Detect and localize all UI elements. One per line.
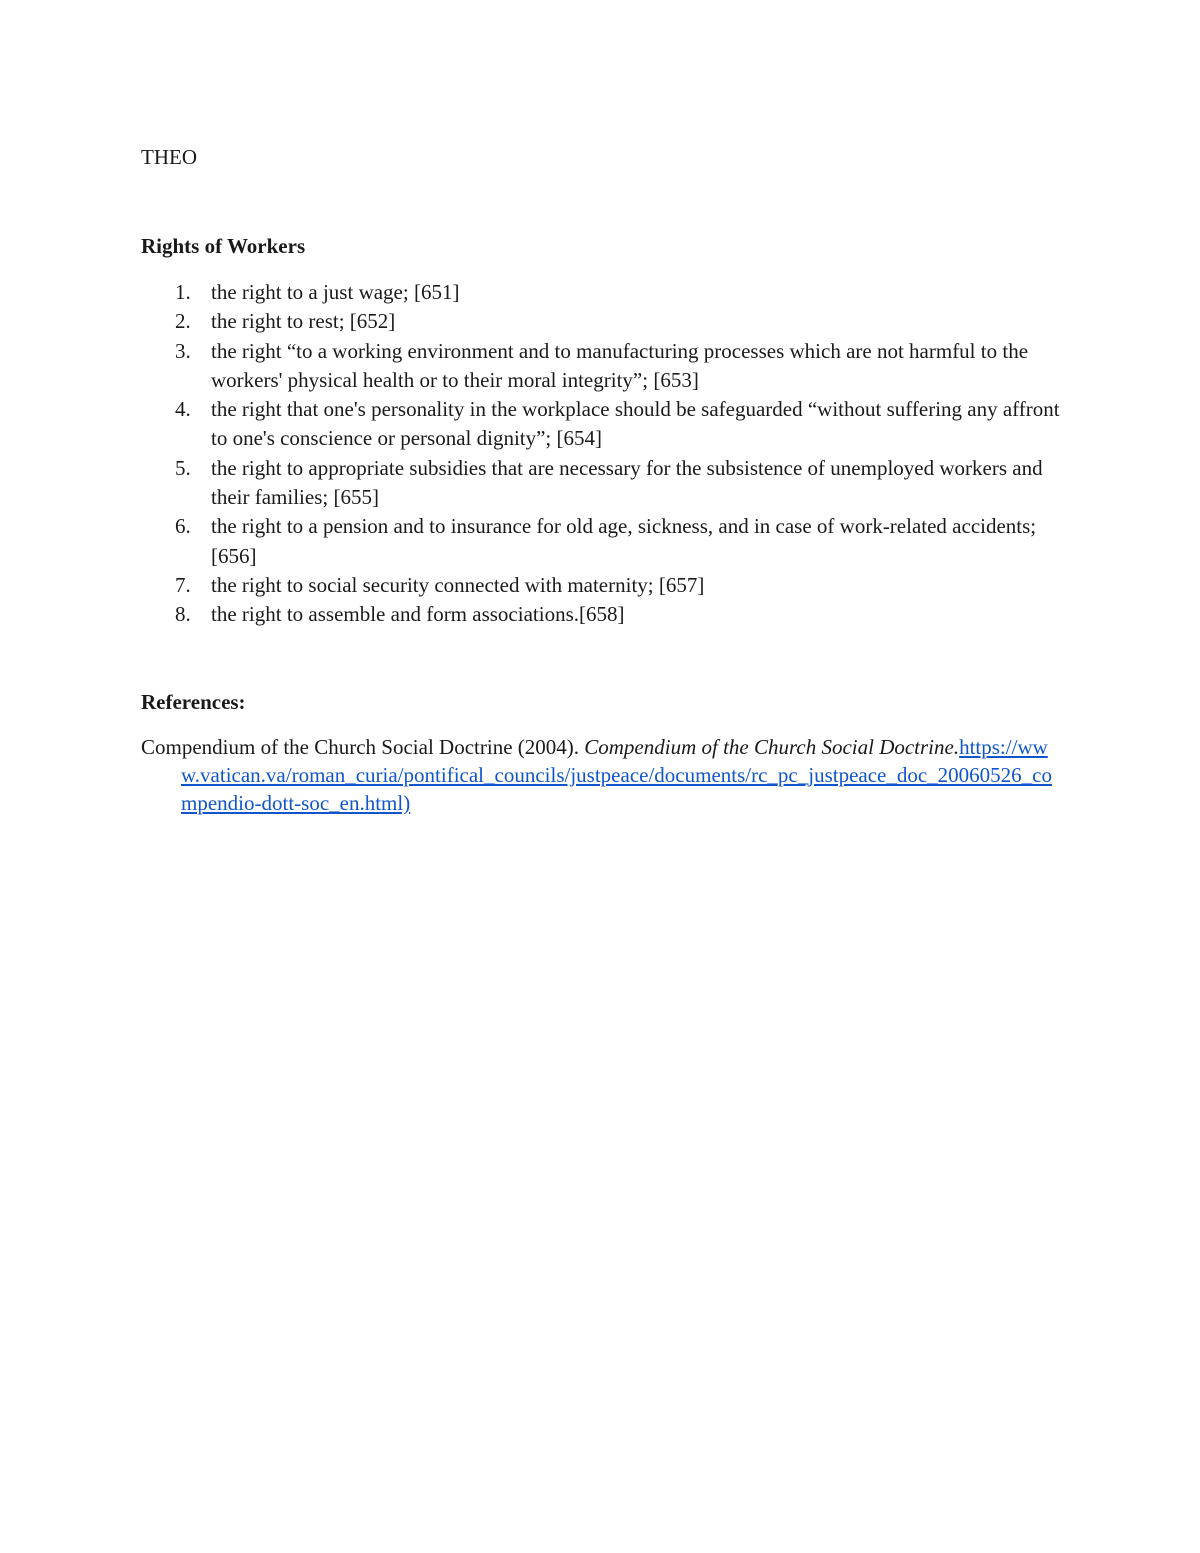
reference-title: Compendium of the Church Social Doctrine.	[584, 735, 960, 759]
list-item-text: the right to social security connected with maternity; [657]	[211, 572, 705, 597]
list-item	[141, 512, 1061, 571]
list-item-text: the right to appropriate subsidies that are necessary for the subsistence of unemployed workers and their families; [655]	[211, 455, 1043, 510]
list-item-text: the right that one's personality in the workplace should be safeguarded “without suffering any affront to one's conscience or personal dignity”; [654]	[211, 397, 1060, 451]
list-item	[141, 395, 1061, 454]
rights-heading: Rights of Workers	[141, 234, 306, 258]
reference-entry	[141, 733, 1061, 817]
reference-author-date: Compendium of the Church Social Doctrine (2004).	[141, 735, 585, 759]
list-item	[141, 454, 1061, 513]
list-item-text: the right “to a working environment and to manufacturing processes which are not harmful to the workers' physical health or to their moral integrity”; [653]	[211, 338, 1029, 392]
course-label: THEO	[141, 145, 197, 169]
references-heading: References:	[141, 690, 246, 714]
list-item-number: 4.	[175, 397, 191, 422]
list-item	[141, 571, 1061, 600]
list-item-number: 5.	[175, 455, 191, 480]
list-item-text: the right to rest; [652]	[211, 309, 396, 334]
reference-link[interactable]: https://www.vatican.va/roman_curia/pontifical_councils/justpeace/documents/rc_pc_justpeace_doc_20060526_compendio-dott-soc_en.html)	[181, 735, 1053, 815]
list-item-number: 8.	[175, 602, 191, 627]
list-item	[141, 278, 1061, 307]
list-item-text: the right to a just wage; [651]	[211, 280, 460, 304]
list-item-text: the right to assemble and form associations.[658]	[211, 602, 625, 627]
list-item-number: 7.	[175, 572, 191, 597]
list-item-number: 6.	[175, 514, 191, 539]
list-item-text: the right to a pension and to insurance for old age, sickness, and in case of work-related accidents; [656]	[211, 514, 1037, 568]
list-item	[141, 337, 1061, 396]
list-item	[141, 307, 1061, 336]
list-item-number: 1.	[175, 280, 191, 304]
list-item	[141, 600, 1061, 629]
rights-list	[141, 278, 1061, 630]
list-item-number: 3.	[175, 338, 191, 363]
list-item-number: 2.	[175, 309, 191, 334]
